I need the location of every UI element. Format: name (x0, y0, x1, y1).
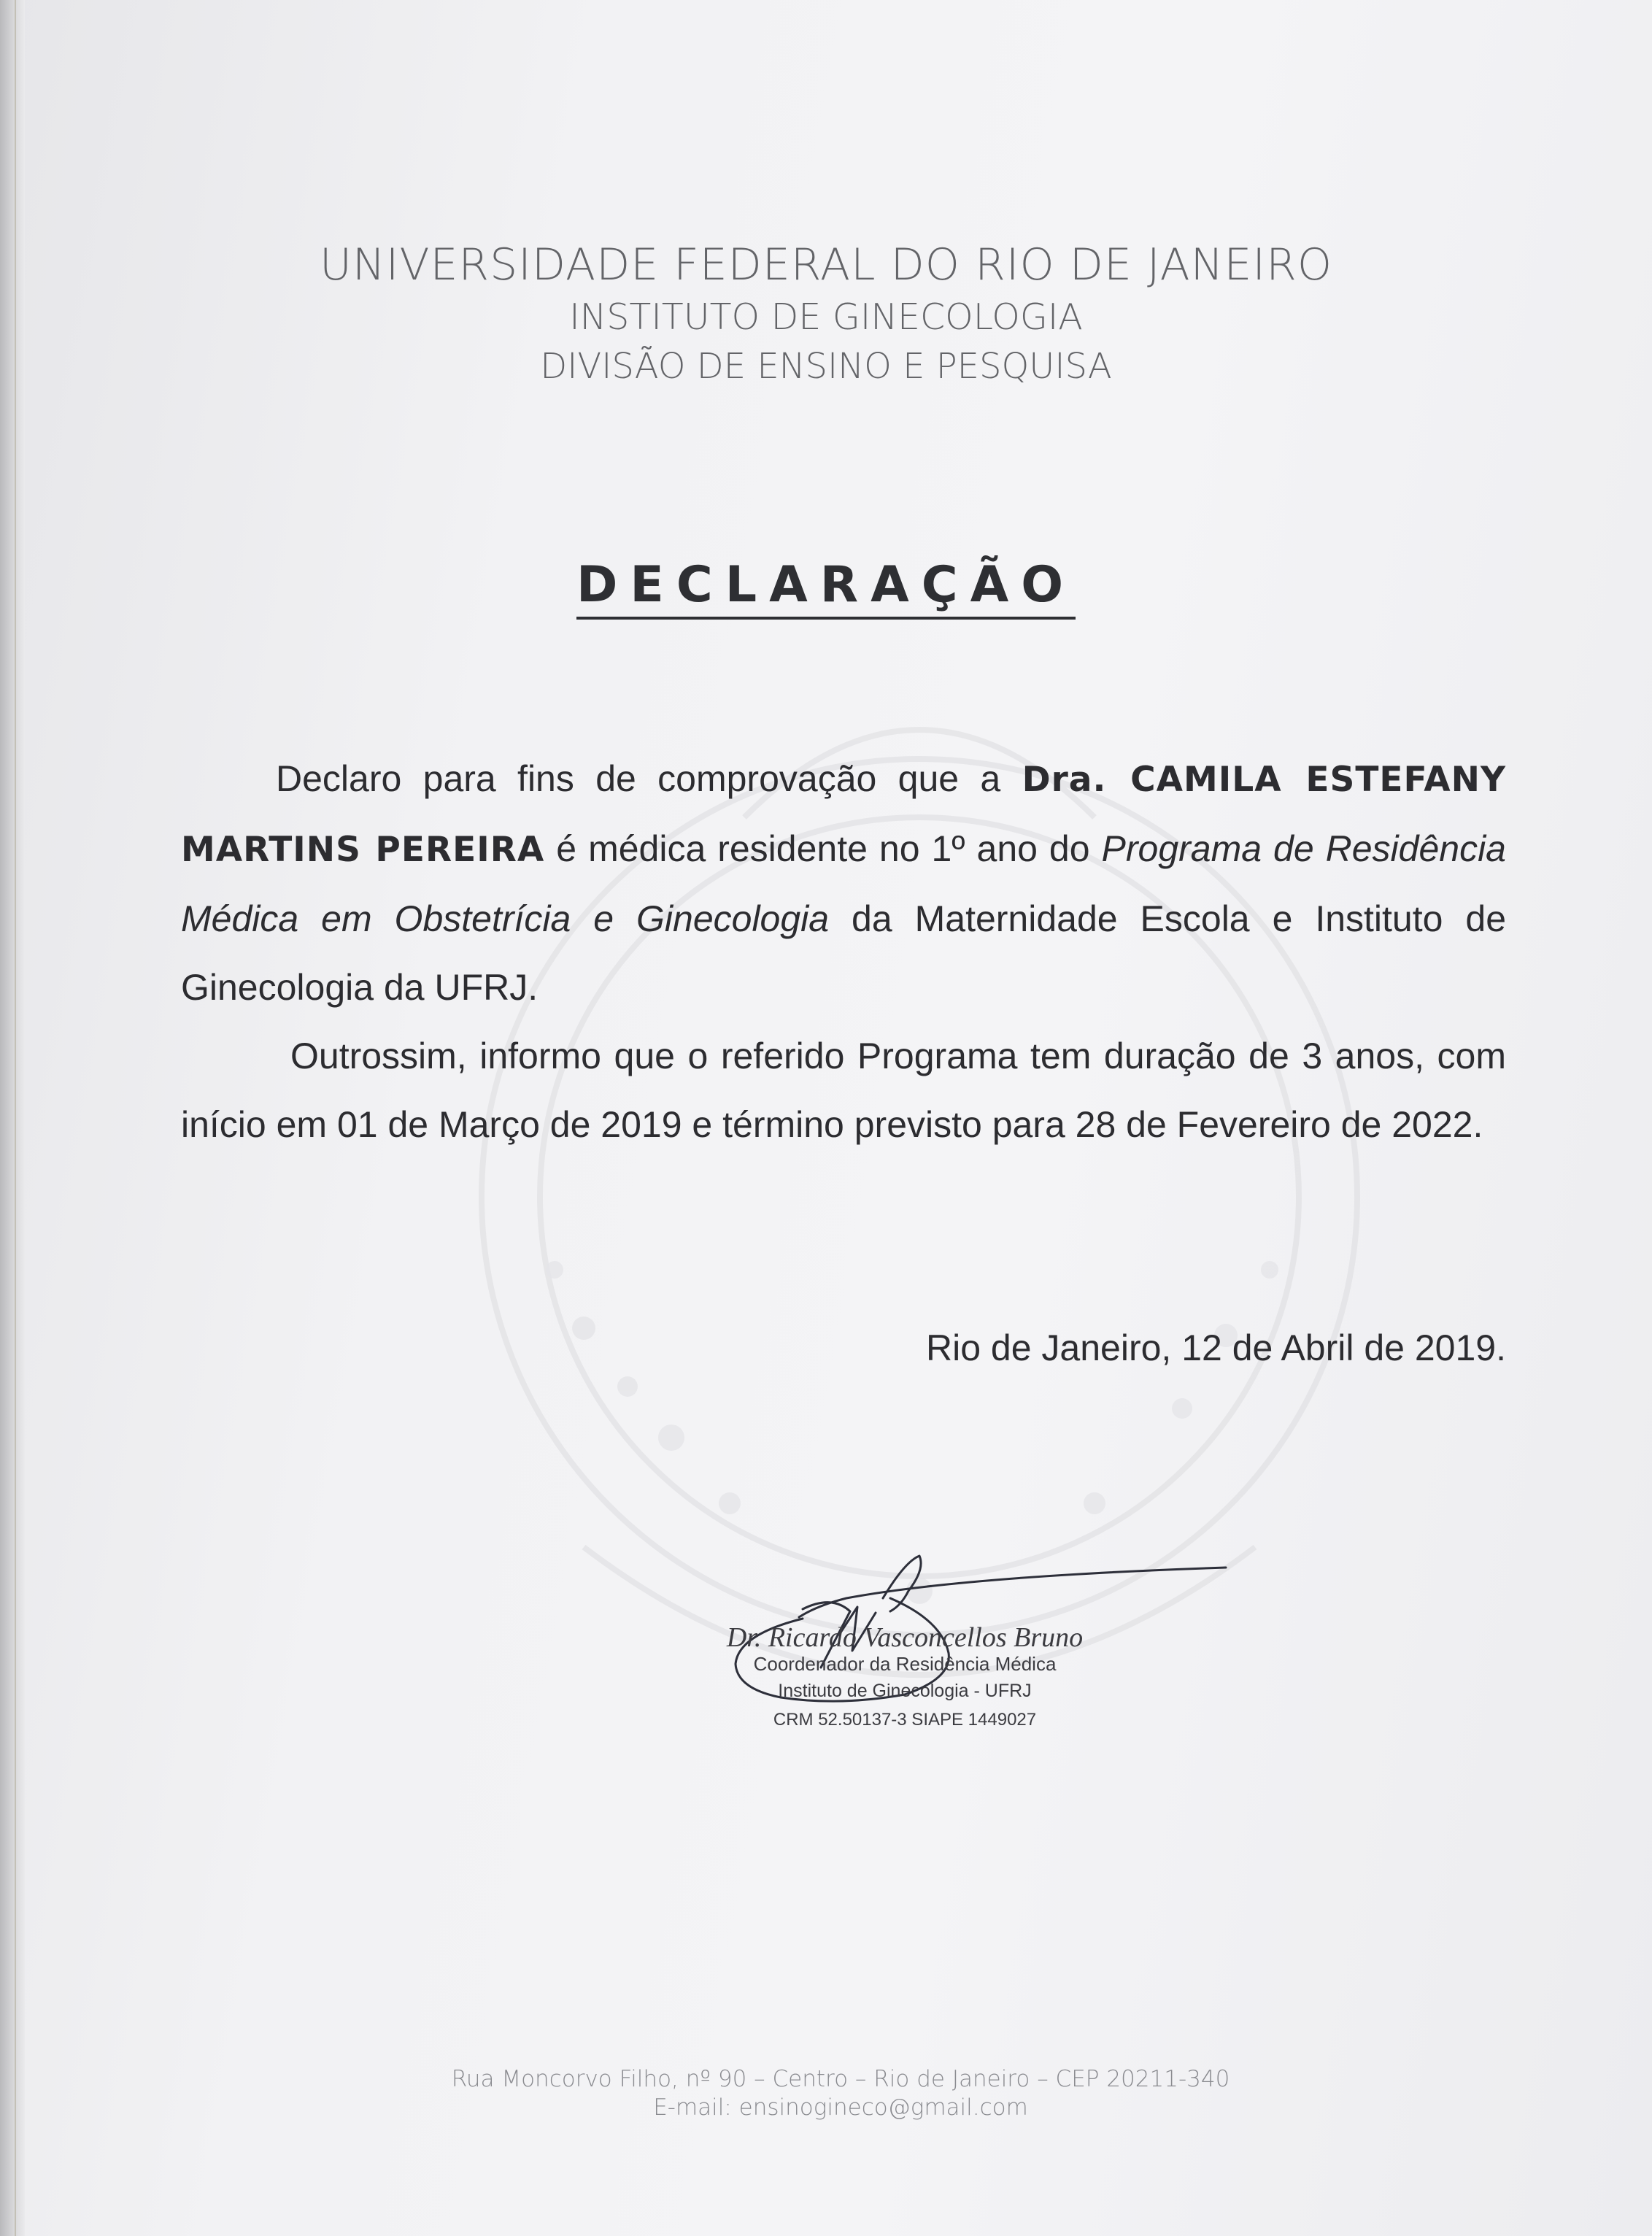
signatory-institution: Instituto de Ginecologia - UFRJ (778, 1681, 1032, 1701)
signatory-registration: CRM 52.50137-3 SIAPE 1449027 (773, 1710, 1037, 1730)
signatory-role: Coordenador da Residência Médica (753, 1653, 1057, 1675)
declaration-body (181, 744, 1506, 1159)
p1-tail-text: da Maternidade Escola e Instituto de Ginecologia da UFRJ. (181, 898, 1507, 1008)
declaration-paragraph-2: Outrossim, informo que o referido Programa tem duração de 3 anos, com início em 01 de Março de 2019 e término previsto para 28 de Fevereiro de 2022. (181, 1036, 1506, 1145)
p1-lead-text: Declaro para fins de comprovação que a (276, 758, 1022, 799)
signatory-name: Dr. Ricardo Vasconcellos Bruno (726, 1622, 1084, 1653)
university-name: UNIVERSIDADE FEDERAL DO RIO DE JANEIRO (319, 239, 1333, 290)
footer-address: Rua Moncorvo Filho, nº 90 – Centro – Rio de Janeiro – CEP 20211-340 (451, 2066, 1230, 2092)
resident-name: Dra. CAMILA ESTEFANY MARTINS PEREIRA (181, 760, 1506, 870)
place-date: Rio de Janeiro, 12 de Abril de 2019. (926, 1327, 1506, 1368)
division-name: DIVISÃO DE ENSINO E PESQUISA (540, 346, 1112, 387)
document-title-text: DECLARAÇÃO (576, 556, 1076, 620)
institute-name: INSTITUTO DE GINECOLOGIA (569, 296, 1083, 338)
document-title (0, 556, 1652, 614)
program-name: Programa de Residência Médica em Obstetrícia e Ginecologia (181, 828, 1506, 939)
declaration-paragraph-1 (181, 744, 1506, 1022)
p1-mid-text: é médica residente no 1º ano do (544, 828, 1102, 869)
footer-email: E-mail: ensinogineco@gmail.com (653, 2094, 1028, 2121)
